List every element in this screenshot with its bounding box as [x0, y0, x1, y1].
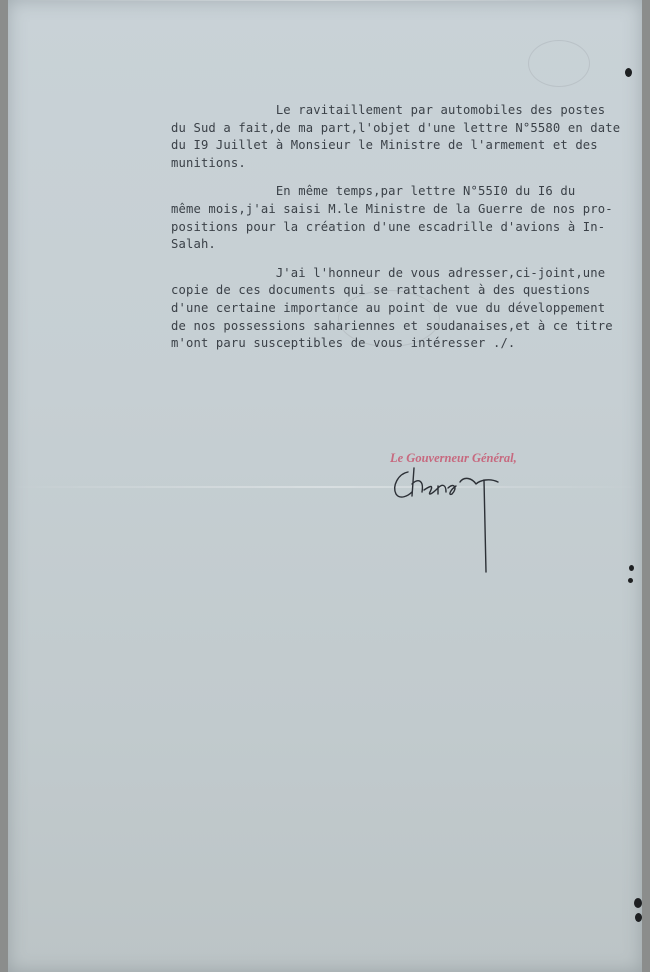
line: Le ravitaillement par automobiles des postes — [171, 103, 606, 117]
line: même mois,j'ai saisi M.le Ministre de la Guerre de nos pro- — [171, 201, 613, 216]
line: Salah. — [171, 237, 216, 252]
document-sheet — [8, 0, 642, 972]
line: du I9 Juillet à Monsieur le Ministre de l'armement et des — [171, 138, 598, 153]
line: munitions. — [171, 155, 246, 170]
line: m'ont paru susceptibles de vous intéresser ./. — [171, 336, 516, 351]
line: positions pour la création d'une escadrille d'avions à In- — [171, 219, 606, 234]
line: En même temps,par lettre N°55I0 du I6 du — [171, 184, 576, 199]
line: copie de ces documents qui se rattachent à des questions — [171, 283, 591, 298]
punch-hole — [629, 565, 634, 571]
paragraph-2 — [171, 183, 641, 253]
line: du Sud a fait,de ma part,l'objet d'une lettre N°5580 en date — [171, 120, 621, 135]
punch-hole — [625, 68, 632, 77]
top-edge — [8, 0, 642, 1]
letter-body — [171, 102, 641, 353]
line: d'une certaine importance au point de vue du développement — [171, 300, 606, 315]
punch-hole — [634, 898, 642, 908]
punch-hole — [635, 913, 642, 922]
paragraph-3 — [171, 265, 641, 353]
fold-line — [8, 486, 642, 488]
line: J'ai l'honneur de vous adresser,ci-joint,une — [171, 265, 606, 280]
line: de nos possessions sahariennes et soudanaises,et à ce titre — [171, 318, 613, 333]
ghost-stamp — [528, 40, 590, 87]
signatory-title-stamp: Le Gouverneur Général, — [390, 451, 517, 465]
paragraph-1 — [171, 102, 641, 172]
handwritten-signature — [380, 462, 520, 582]
punch-hole — [628, 578, 633, 583]
